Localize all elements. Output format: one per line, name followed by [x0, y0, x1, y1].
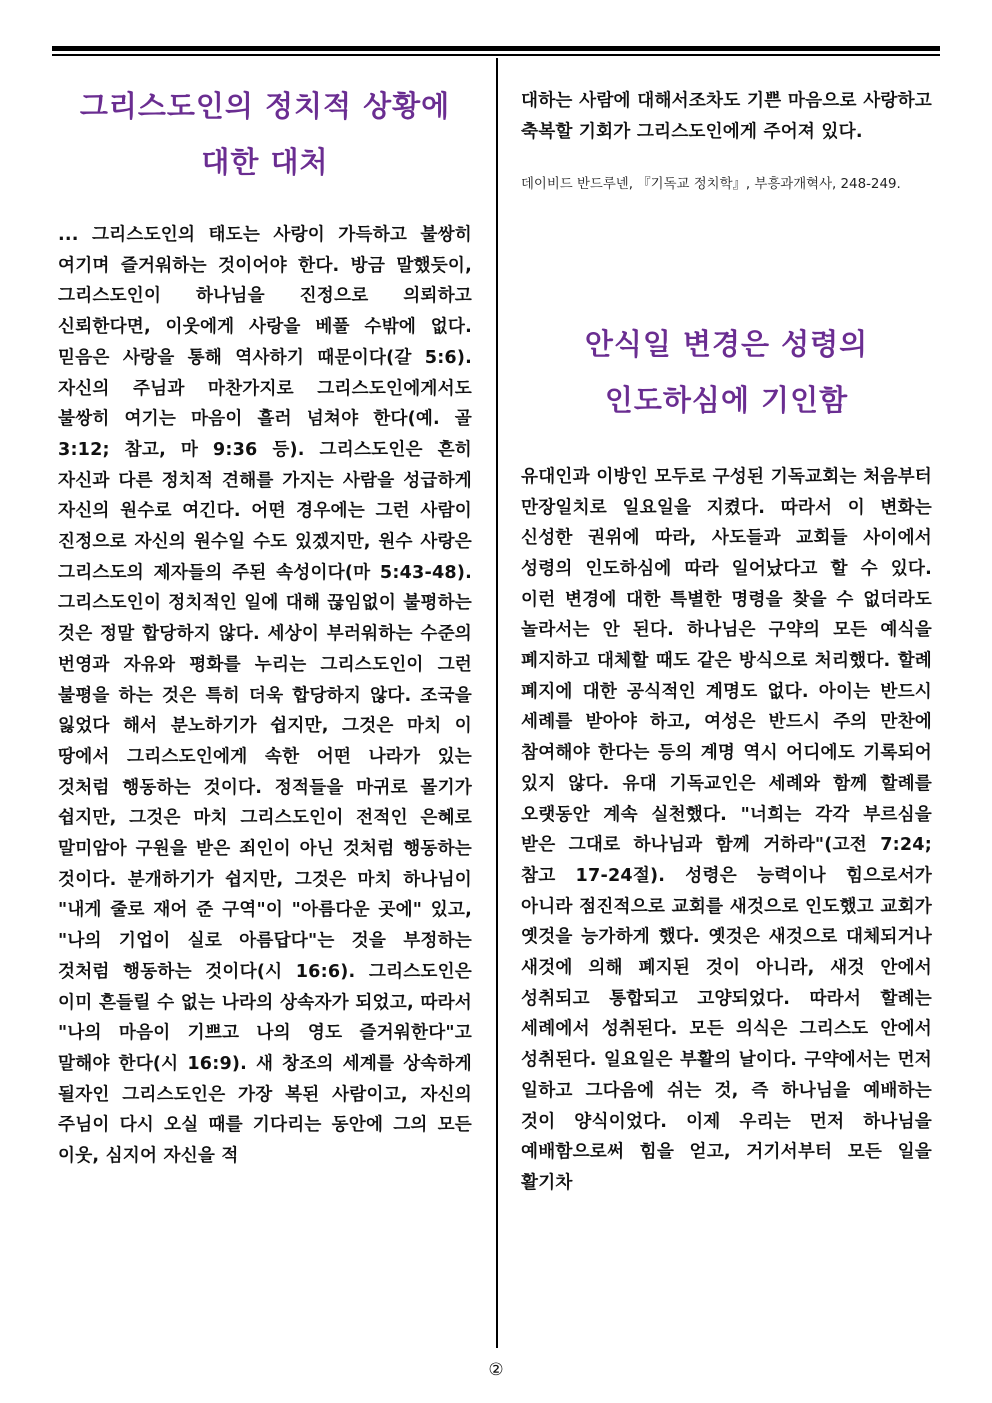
column-divider — [496, 58, 498, 1348]
header-rule-thick — [52, 46, 940, 51]
header-rule-thin — [52, 54, 940, 56]
page-number: ② — [488, 1360, 504, 1380]
article-title-political — [58, 78, 472, 190]
title-line-1: 그리스도인의 정치적 상황에 — [79, 89, 451, 123]
article-body-political: ... 그리스도인의 태도는 사랑이 가득하고 불쌍히 여기며 즐거워하는 것이어야 한다. 방금 말했듯이, 그리스도인이 하나님을 진정으로 의뢰하고 신뢰한다면, 이웃에게 사랑을 베풀 수밖에 없다. 믿음은 사랑을 통해 역사하기 때문이다(갈 5:6). 자신의 주님과 마찬가지로 그리스도인에게서도 불쌍히 여기는 마음이 흘러 넘쳐야 한다(예. 골 3:12; 참고, 마 9:36 등). 그리스도인은 흔히 자신과 다른 정치적 견해를 가지는 사람을 성급하게 자신의 원수로 여긴다. 어떤 경우에는 그런 사람이 진정으로 자신의 원수일 수도 있겠지만, 원수 사랑은 그리스도의 제자들의 주된 속성이다(마 5:43-48). 그리스도인이 정치적인 일에 대해 끊임없이 불평하는 것은 정말 합당하지 않다. 세상이 부러워하는 수준의 번영과 자유와 평화를 누리는 그리스도인이 그런 불평을 하는 것은 특히 더욱 합당하지 않다. 조국을 잃었다 해서 분노하기가 쉽지만, 그것은 마치 이 땅에서 그리스도인에게 속한 어떤 나라가 있는 것처럼 행동하는 것이다. 정적들을 마귀로 몰기가 쉽지만, 그것은 마치 그리스도인이 전적인 은혜로 말미암아 구원을 받은 죄인이 아닌 것처럼 행동하는 것이다. 분개하기가 쉽지만, 그것은 마치 하나님이 "내게 줄로 재어 준 구역"이 "아름다운 곳에" 있고, "나의 기업이 실로 아름답다"는 것을 부정하는 것처럼 행동하는 것이다(시 16:6). 그리스도인은 이미 흔들릴 수 없는 나라의 상속자가 되었고, 따라서 "나의 마음이 기쁘고 나의 영도 즐거워한다"고 말해야 한다(시 16:9). 새 창조의 세계를 상속하게 될자인 그리스도인은 가장 복된 사람이고, 자신의 주님이 다시 오실 때를 기다리는 동안에 그의 모든 이웃, 심지어 자신을 적 — [58, 225, 472, 1167]
title2-line-1: 안식일 변경은 성령의 — [584, 326, 869, 361]
source-citation: 데이비드 반드루넨, 『기독교 정치학』, 부흥과개혁사, 248-249. — [521, 176, 901, 192]
article-title-sabbath — [521, 316, 932, 428]
right-column — [521, 86, 932, 1199]
title2-line-2: 인도하심에 기인함 — [604, 382, 849, 417]
left-column — [58, 78, 472, 1172]
article-body-continuation: 대하는 사람에 대해서조차도 기쁜 마음으로 사랑하고 축복할 기회가 그리스도인에게 주어져 있다. — [521, 91, 932, 143]
title-line-2: 대한 대처 — [201, 145, 329, 179]
article-body-sabbath: 유대인과 이방인 모두로 구성된 기독교회는 처음부터 만장일치로 일요일을 지켰다. 따라서 이 변화는 신성한 권위에 따라, 사도들과 교회들 사이에서 성령의 인도하심에 따라 일어났다고 할 수 있다. 이런 변경에 대한 특별한 명령을 찾을 수 없더라도 놀라서는 안 된다. 하나님은 구약의 모든 예식을 폐지하고 대체할 때도 같은 방식으로 처리했다. 할례 폐지에 대한 공식적인 계명도 없다. 아이는 반드시 세례를 받아야 하고, 여성은 반드시 주의 만찬에 참여해야 한다는 등의 계명 역시 어디에도 기록되어 있지 않다. 유대 기독교인은 세례와 함께 할례를 오랫동안 계속 실천했다. "너희는 각각 부르심을 받은 그대로 하나님과 함께 거하라"(고전 7:24; 참고 17-24절). 성령은 능력이나 힘으로서가 아니라 점진적으로 교회를 새것으로 인도했고 교회가 옛것을 능가하게 했다. 옛것은 새것으로 대체되거나 새것에 의해 폐지된 것이 아니라, 새것 안에서 성취되고 통합되고 고양되었다. 따라서 할례는 세례에서 성취된다. 모든 의식은 그리스도 안에서 성취된다. 일요일은 부활의 날이다. 구약에서는 먼저 일하고 그다음에 쉬는 것, 즉 하나님을 예배하는 것이 양식이었다. 이제 우리는 먼저 하나님을 예배함으로써 힘을 얻고, 거기서부터 모든 일을 활기차 — [521, 466, 932, 1193]
